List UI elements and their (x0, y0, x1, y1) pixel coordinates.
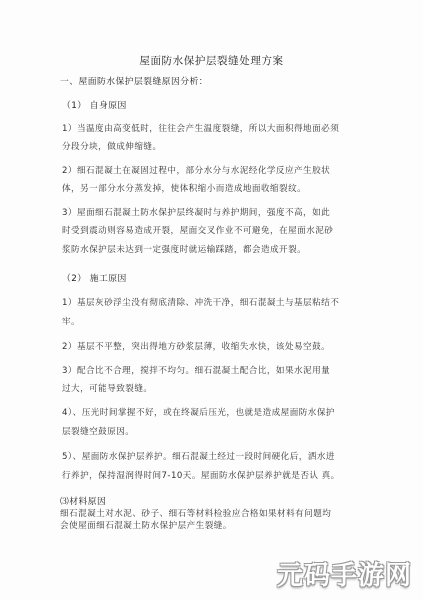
paragraph-line: 细石混凝土对水泥、砂子、细石等材料检验应合格如果材料有问题均 (60, 509, 332, 519)
watermark-text: 元码手游网 (277, 560, 413, 591)
paragraph-line: 牢。 (62, 317, 81, 327)
paragraph-line: 5）、屋面防水保护层养护。细石混凝土经过一段时间硬化后，洒水进 (62, 452, 335, 462)
design-heading: （1） 自身原因 (62, 101, 127, 111)
paragraph-line: 3）配合比不合理，搅拌不均匀。细石混凝土配合比，如果水泥用量 (62, 366, 331, 376)
construction-heading: （2） 施工原因 (62, 274, 127, 284)
paragraph-line: 行养护，保持湿润得时间7-10天。屋面防水保护层养护就是否认 真。 (62, 471, 340, 481)
paragraph-line: 1）当温度由高变低时，往往会产生温度裂缝，所以大面积得地面必须 (62, 124, 340, 134)
paragraph-line: 体，另一部分水分蒸发掉，使体积缩小而造成地面收缩裂纹。 (62, 184, 307, 194)
material-heading: ⑶材料原因 (60, 497, 107, 507)
paragraph-line: 2）细石混凝土在凝固过程中，部分水分与水泥经化学反应产生胶状 (62, 166, 331, 176)
paragraph-line: 2）基层不平整，突出得地方砂浆层薄，收缩失水快，该处易空鼓。 (62, 342, 331, 352)
paragraph-line: 1）基层灰砂浮尘没有彻底清除、冲洗干净，细石混凝土与基层粘结不 (62, 298, 340, 308)
paragraph-line: 4）、压光时间掌握不好，或在终凝后压光，也就是造成屋面防水保护 (62, 408, 335, 418)
paragraph-line: 会使屋面细石混凝土防水保护层产生裂缝。 (60, 521, 232, 531)
paragraph-line: 分段分块，做成伸缩缝。 (62, 142, 162, 152)
paragraph-line: 过大，可能导致裂缝。 (62, 384, 153, 394)
paragraph-line: 时受到震动则容易造成开裂，屋面交叉作业不可避免，在屋面水泥砂 (62, 226, 334, 236)
section-heading: 一、屋面防水保护层裂缝原因分析： (60, 77, 208, 87)
paragraph-line: 浆防水保护层未达到一定强度时就运输踩踏，都会造成开裂。 (62, 245, 307, 255)
paragraph-line: 3）屋面细石混凝土防水保护层终凝时与养护期间，强度不高，如此 (62, 208, 331, 218)
site-watermark (277, 553, 421, 593)
paragraph-line: 层裂缝空鼓原因。 (62, 427, 135, 437)
document-title: 屋面防水保护层裂缝处理方案 (139, 55, 284, 67)
